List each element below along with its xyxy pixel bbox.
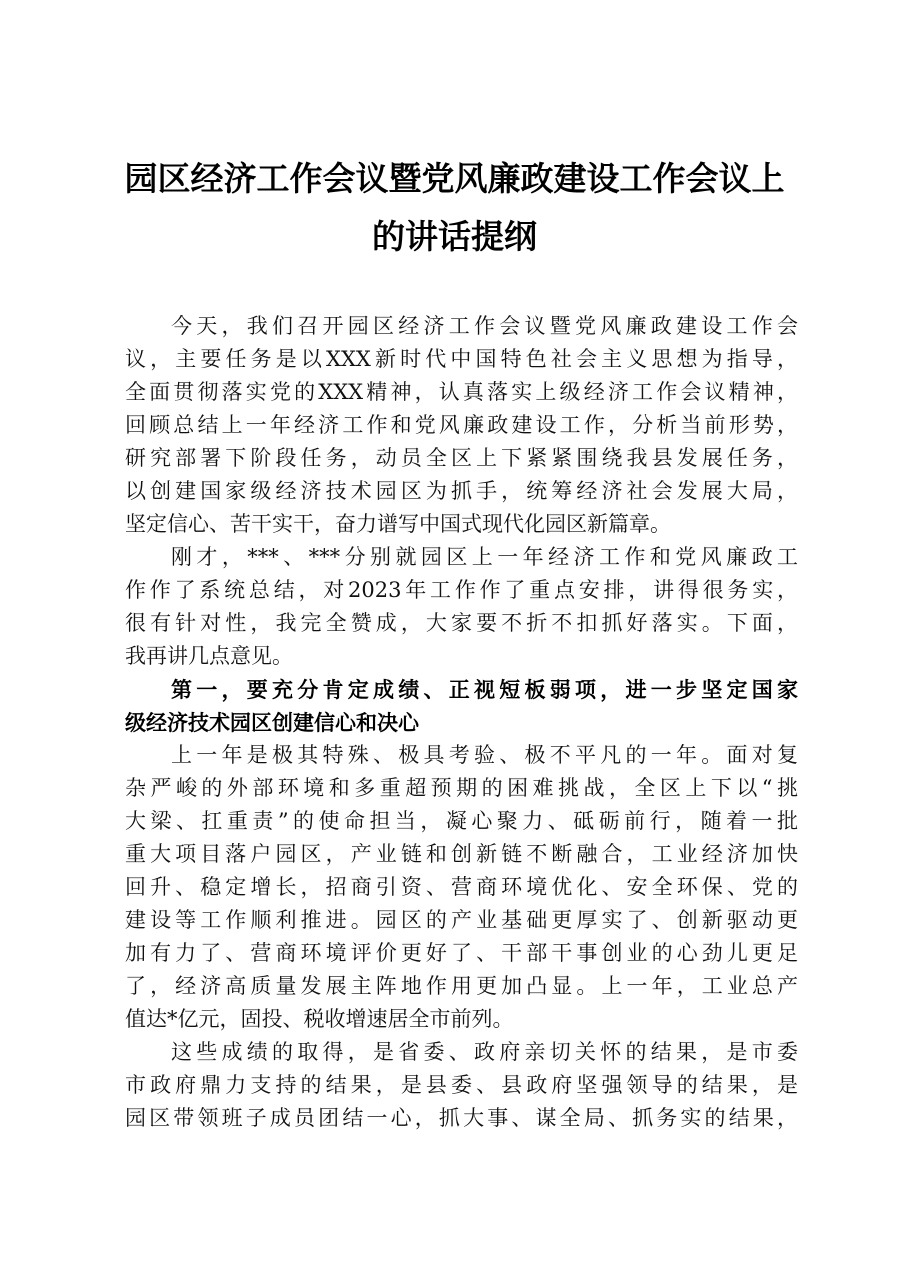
text-line: 值达*亿元，固投、税收增速居全市前列。 [125,1007,514,1031]
text-line: 加有力了、营商环境评价更好了、干部干事创业的心劲儿更足 [125,941,798,965]
text-line: 全面贯彻落实党的XXX精神，认真落实上级经济工作会议精神， [125,380,798,404]
text-line: 重大项目落户园区，产业链和创新链不断融合，工业经济加快 [125,842,798,866]
text-line: 我再讲几点意见。 [125,644,293,668]
section-heading-line: 第一，要充分肯定成绩、正视短板弱项，进一步坚定国家 [171,677,798,702]
text-line: 大梁、扛重责”的使命担当，凝心聚力、砥砺前行，随着一批 [125,809,798,833]
text-line: 今天，我们召开园区经济工作会议暨党风廉政建设工作会 [171,314,798,338]
text-line: 回顾总结上一年经济工作和党风廉政建设工作，分析当前形势， [125,413,798,437]
text-line: 市政府鼎力支持的结果，是县委、县政府坚强领导的结果，是 [125,1073,798,1097]
title-line-2: 的讲话提纲 [372,217,537,256]
text-line: 杂严峻的外部环境和多重超预期的困难挑战，全区上下以“挑 [125,776,798,800]
text-line: 刚才，***、***分别就园区上一年经济工作和党风廉政工 [171,545,798,569]
title-line-1: 园区经济工作会议暨党风廉政建设工作会议上 [124,159,785,198]
document-title [100,150,809,266]
text-line: 建设等工作顺利推进。园区的产业基础更厚实了、创新驱动更 [125,908,798,932]
text-line: 坚定信心、苦干实干，奋力谱写中国式现代化园区新篇章。 [125,512,671,536]
text-line: 上一年是极其特殊、极具考验、极不平凡的一年。面对复 [171,743,798,767]
text-line: 了，经济高质量发展主阵地作用更加凸显。上一年，工业总产 [125,974,798,998]
text-line: 研究部署下阶段任务，动员全区上下紧紧围绕我县发展任务， [125,446,798,470]
text-line: 议，主要任务是以XXX新时代中国特色社会主义思想为指导， [125,347,798,371]
text-line: 作作了系统总结，对2023年工作作了重点安排，讲得很务实， [125,578,798,602]
text-line: 园区带领班子成员团结一心，抓大事、谋全局、抓务实的结果， [125,1106,798,1130]
section-heading-line: 级经济技术园区创建信心和决心 [125,710,419,735]
text-line: 以创建国家级经济技术园区为抓手，统筹经济社会发展大局， [125,479,798,503]
text-line: 很有针对性，我完全赞成，大家要不折不扣抓好落实。下面， [125,611,798,635]
text-line: 回升、稳定增长，招商引资、营商环境优化、安全环保、党的 [125,875,798,899]
document-body [125,310,798,1135]
text-line: 这些成绩的取得，是省委、政府亲切关怀的结果，是市委 [171,1040,798,1064]
